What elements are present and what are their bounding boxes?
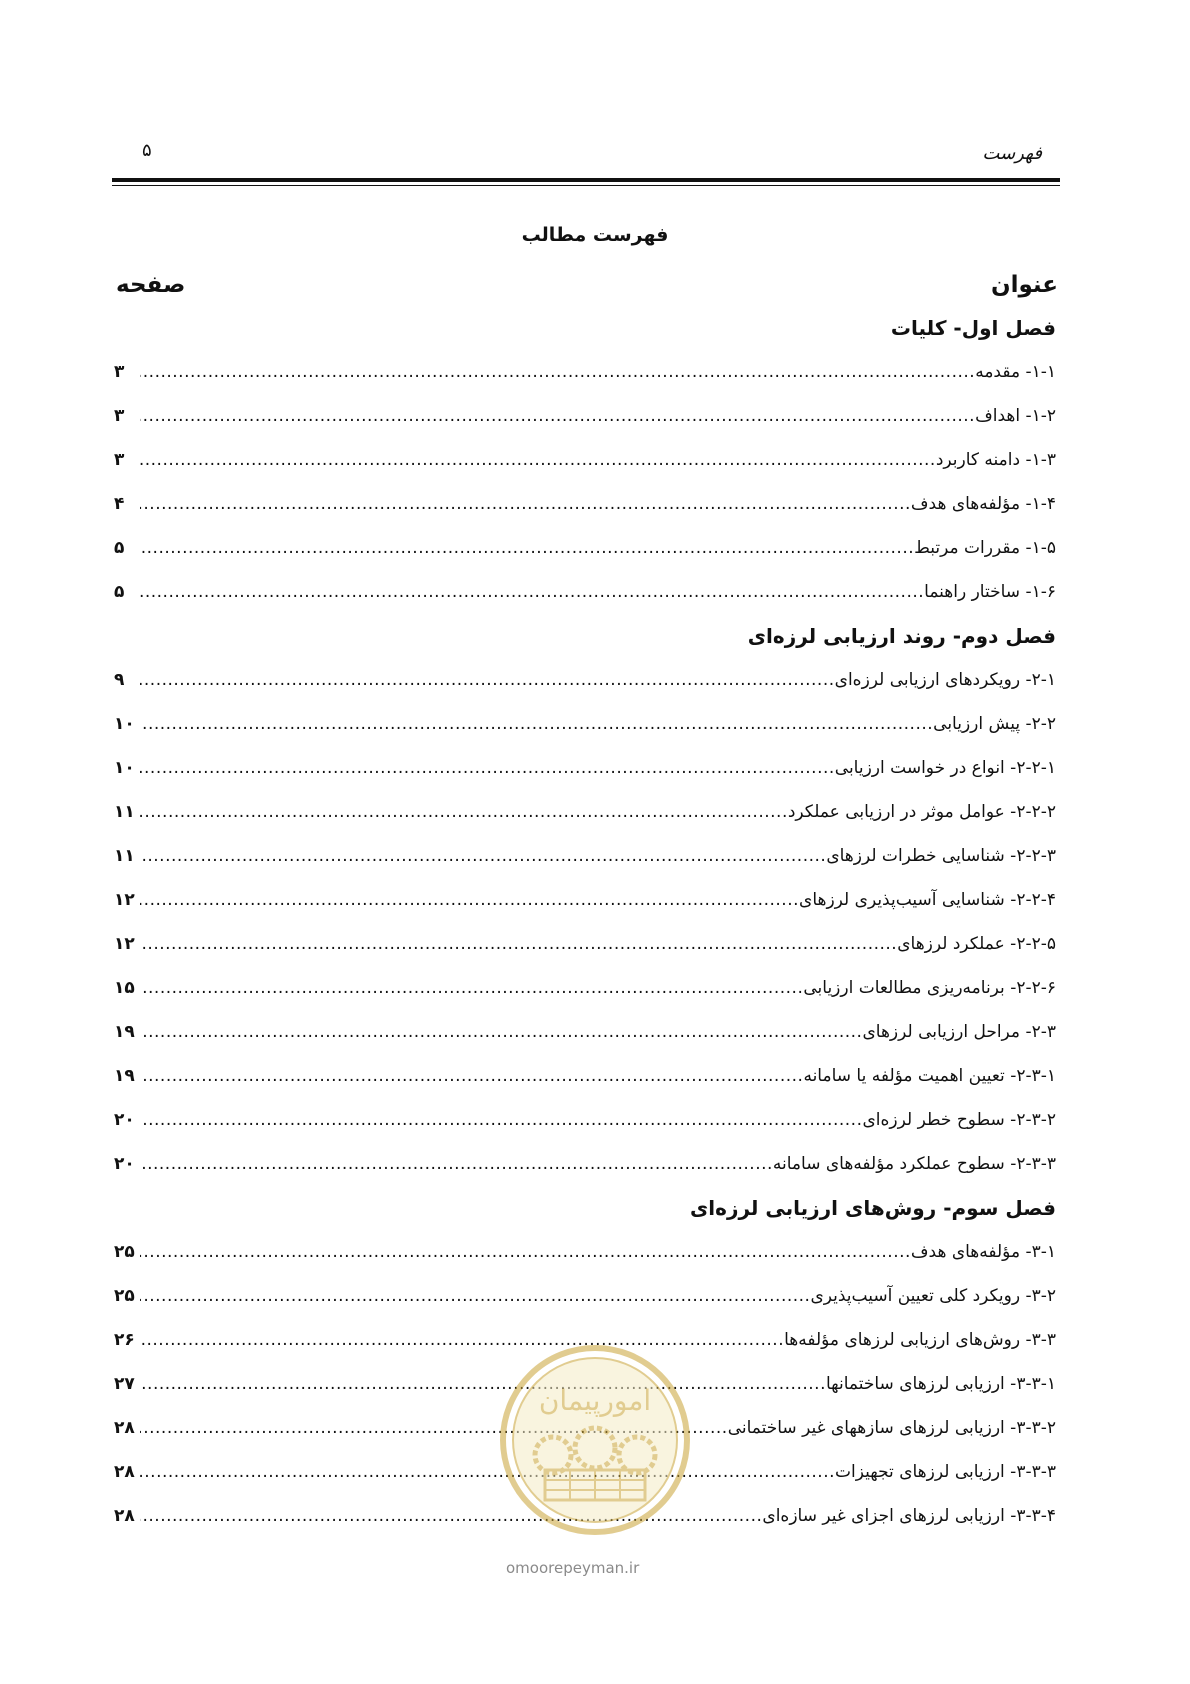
toc-entry-page-number: ۲۵ (114, 1242, 135, 1262)
toc-entry-page-number: ۲۶ (114, 1330, 135, 1350)
toc-entry-page-number: ۱۲ (114, 890, 135, 910)
toc-entry (114, 834, 1056, 878)
dot-leader (140, 350, 975, 394)
toc-entry-label: ۱-۳- دامنه کاربرد (935, 450, 1056, 470)
toc-entry (114, 966, 1056, 1010)
toc-entry (114, 658, 1056, 702)
toc-entry-label: ۳-۲- رویکرد کلی تعیین آسیب‌پذیری (810, 1286, 1056, 1306)
watermark-seal-icon (495, 1340, 695, 1540)
dot-leader (140, 526, 914, 570)
dot-leader (140, 834, 826, 878)
column-heading-page: صفحه (116, 272, 186, 298)
toc-entry-label: ۲-۲- پیش ارزیابی (933, 714, 1056, 734)
toc-entry-page-number: ۱۰ (114, 714, 135, 734)
toc-entry (114, 1054, 1056, 1098)
toc-entry-page-number: ۲۰ (114, 1154, 135, 1174)
dot-leader (140, 878, 799, 922)
dot-leader (140, 746, 835, 790)
toc-entry (114, 922, 1056, 966)
toc-entry-label: ۲-۲-۴- شناسایی آسیب‌پذیری لرزهای (799, 890, 1056, 910)
toc-entry-label: ۱-۶- ساختار راهنما (924, 582, 1056, 602)
dot-leader (140, 1142, 773, 1186)
toc-entry (114, 790, 1056, 834)
header-rule-thick (112, 178, 1060, 182)
toc-entry-page-number: ۱۰ (114, 758, 135, 778)
toc-entry-page-number: ۴ (114, 494, 125, 514)
toc-entry-label: ۳-۳-۳- ارزیابی لرزهای تجهیزات (835, 1462, 1056, 1482)
toc-entry-page-number: ۲۷ (114, 1374, 135, 1394)
dot-leader (140, 790, 788, 834)
dot-leader (140, 1010, 862, 1054)
toc-chapter-heading: فصل دوم- روند ارزیابی لرزه‌ای (747, 624, 1056, 648)
toc-entry-label: ۱-۱- مقدمه (975, 362, 1056, 382)
toc-entry-label: ۲-۳-۳- سطوح عملکرد مؤلفه‌های سامانه (772, 1154, 1056, 1174)
toc-entry-page-number: ۳ (114, 362, 125, 382)
toc-entry-page-number: ۳ (114, 406, 125, 426)
dot-leader (140, 482, 911, 526)
toc-entry-label: ۳-۳-۴- ارزیابی لرزهای اجزای غیر سازه‌ای (762, 1506, 1056, 1526)
dot-leader (140, 394, 975, 438)
dot-leader (140, 658, 835, 702)
running-header-page-number: ۵ (142, 140, 152, 161)
toc-entry (114, 438, 1056, 482)
dot-leader (140, 1274, 810, 1318)
toc-title: فهرست مطالب (521, 224, 669, 246)
dot-leader (140, 570, 924, 614)
dot-leader (140, 922, 897, 966)
toc-entry-page-number: ۱۹ (114, 1066, 135, 1086)
toc-entry (114, 1010, 1056, 1054)
dot-leader (140, 1362, 826, 1406)
toc-entry-label: ۲-۱- رویکردهای ارزیابی لرزه‌ای (834, 670, 1056, 690)
toc-entry-label: ۱-۵- مقررات مرتبط (914, 538, 1056, 558)
toc-entry-label: ۱-۴- مؤلفه‌های هدف (910, 494, 1056, 514)
toc-entry-page-number: ۱۱ (114, 846, 135, 866)
toc-entry-label: ۲-۳-۲- سطوح خطر لرزه‌ای (862, 1110, 1056, 1130)
toc-entry (114, 482, 1056, 526)
toc-entry (114, 394, 1056, 438)
toc-entry (114, 1274, 1056, 1318)
toc-entry (114, 1230, 1056, 1274)
toc-entry-page-number: ۳ (114, 450, 125, 470)
toc-entry-page-number: ۱۱ (114, 802, 135, 822)
toc-entry-page-number: ۱۹ (114, 1022, 135, 1042)
toc-entry-page-number: ۲۵ (114, 1286, 135, 1306)
toc-entry (114, 526, 1056, 570)
toc-entry (114, 1098, 1056, 1142)
toc-entry-page-number: ۲۸ (114, 1462, 135, 1482)
dot-leader (140, 702, 933, 746)
dot-leader (140, 1450, 835, 1494)
toc-entry-page-number: ۵ (114, 538, 125, 558)
toc-entry-label: ۳-۳-۲- ارزیابی لرزهای سازههای غیر ساختمانی (727, 1418, 1056, 1438)
toc-chapter-heading: فصل سوم- روش‌های ارزیابی لرزه‌ای (689, 1196, 1056, 1220)
header-rule-thin (112, 185, 1060, 186)
toc-entry (114, 878, 1056, 922)
toc-entry-label: ۲-۲-۳- شناسایی خطرات لرزهای (826, 846, 1056, 866)
toc-entry-label: ۳-۳-۱- ارزیابی لرزهای ساختمانها (825, 1374, 1056, 1394)
toc-entry-page-number: ۲۰ (114, 1110, 135, 1130)
toc-entry-page-number: ۱۲ (114, 934, 135, 954)
dot-leader (140, 438, 936, 482)
toc-entry-label: ۲-۲-۲- عوامل موثر در ارزیابی عملکرد (787, 802, 1056, 822)
toc-entry (114, 350, 1056, 394)
toc-entry-page-number: ۵ (114, 582, 125, 602)
toc-entry-label: ۱-۲- اهداف (975, 406, 1056, 426)
toc-entry-label: ۲-۳-۱- تعیین اهمیت مؤلفه یا سامانه (803, 1066, 1056, 1086)
toc-entry-label: ۳-۱- مؤلفه‌های هدف (910, 1242, 1056, 1262)
toc-entry-label: ۲-۲-۵- عملکرد لرزهای (897, 934, 1056, 954)
toc-entry-page-number: ۲۸ (114, 1506, 135, 1526)
dot-leader (140, 1054, 803, 1098)
toc-entry-label: ۲-۳- مراحل ارزیابی لرزهای (862, 1022, 1056, 1042)
toc-entry (114, 570, 1056, 614)
toc-entry-label: ۲-۲-۱- انواع در خواست ارزیابی (834, 758, 1056, 778)
toc-chapter-heading: فصل اول- کلیات (890, 316, 1056, 340)
toc-entry-page-number: ۹ (114, 670, 125, 690)
watermark-url: omoorepeyman.ir (506, 1559, 640, 1577)
column-heading-title: عنوان (990, 272, 1058, 298)
toc-entry (114, 746, 1056, 790)
watermark-text: امورپیمان (538, 1384, 652, 1417)
running-header-title: فهرست (982, 143, 1042, 164)
toc-entry (114, 702, 1056, 746)
toc-entry (114, 1142, 1056, 1186)
toc-entry-label: ۲-۲-۶- برنامه‌ریزی مطالعات ارزیابی (803, 978, 1056, 998)
toc-entry-page-number: ۲۸ (114, 1418, 135, 1438)
dot-leader (140, 1230, 911, 1274)
toc-entry-label: ۳-۳- روش‌های ارزیابی لرزهای مؤلفه‌ها (784, 1330, 1056, 1350)
toc-entry-page-number: ۱۵ (114, 978, 135, 998)
dot-leader (140, 1098, 862, 1142)
dot-leader (140, 966, 803, 1010)
